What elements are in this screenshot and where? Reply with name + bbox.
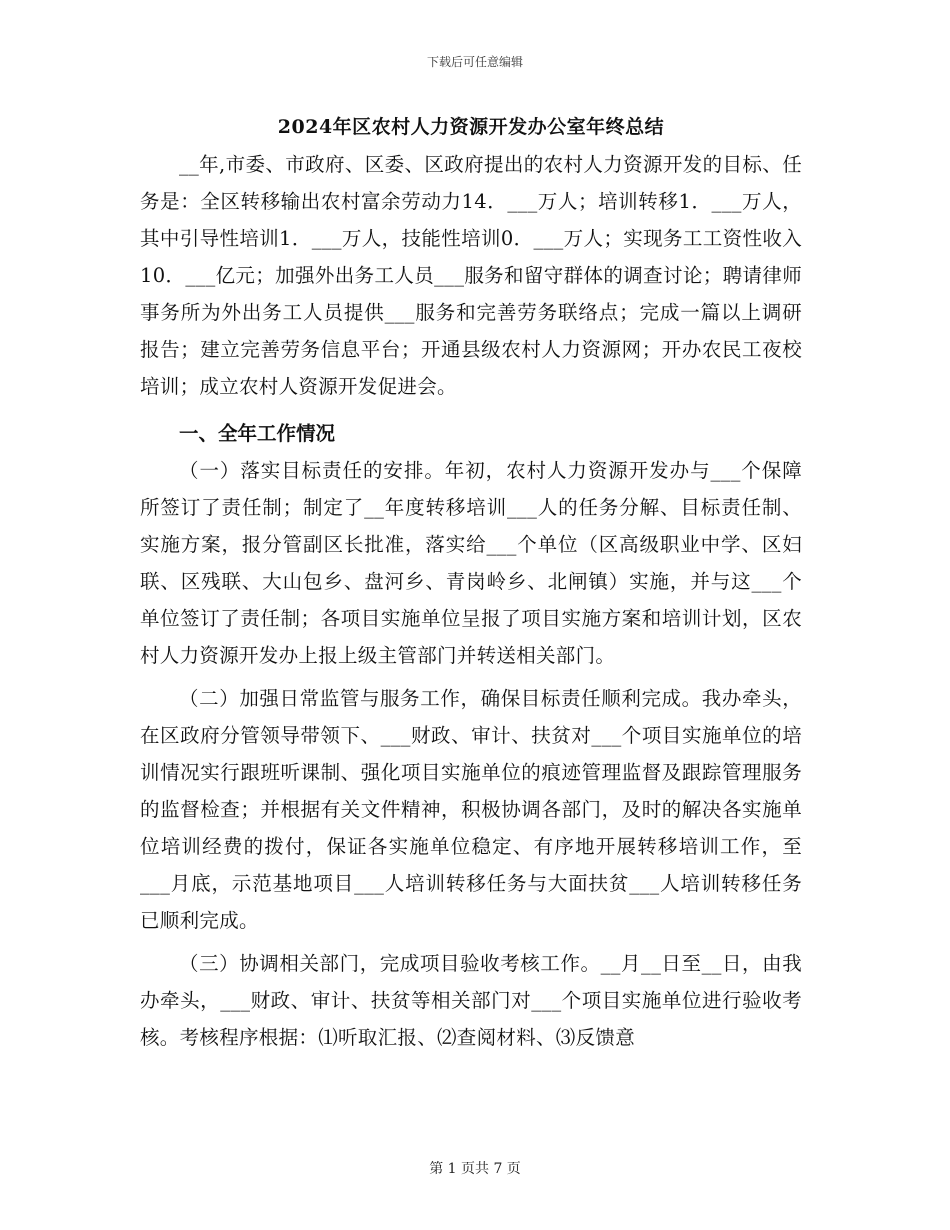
document-title: 2024年区农村人力资源开发办公室年终总结 — [277, 116, 665, 138]
page-footer: 第 1 页共 7 页 — [429, 1161, 521, 1177]
intro-paragraph: __年,市委、市政府、区委、区政府提出的农村人力资源开发的目标、任务是：全区转移输出农村富余劳动力14．___万人；培训转移1．___万人，其中引导性培训1．___万人，技能性培训0．___万人；实现务工工资性收入10．___亿元；加强外出务工人员___服务和留守群体的调查讨论；聘请律师事务所为外出务工人员提供___服务和完善劳务联络点；完成一篇以上调研报告；建立完善劳务信息平台；开通县级农村人力资源网；开办农民工夜校培训；成立农村人资源开发促进会。 — [140, 153, 802, 398]
document-body — [140, 112, 802, 1056]
paragraph-3: （三）协调相关部门，完成项目验收考核工作。__月__日至__日，由我办牵头，___财政、审计、扶贫等相关部门对___个项目实施单位进行验收考核。考核程序根据：⑴听取汇报、⑵查阅材料、⑶反馈意 — [140, 952, 802, 1049]
section-heading-1: 一、全年工作情况 — [179, 422, 336, 445]
paragraph-1: （一）落实目标责任的安排。年初，农村人力资源开发办与___个保障所签订了责任制；制定了__年度转移培训___人的任务分解、目标责任制、实施方案，报分管副区长批准，落实给___个单位（区高级职业中学、区妇联、区残联、大山包乡、盘河乡、青岗岭乡、北闸镇）实施，并与这___个单位签订了责任制；各项目实施单位呈报了项目实施方案和培训计划，区农村人力资源开发办上报上级主管部门并转送相关部门。 — [140, 459, 802, 667]
page-header: 下载后可任意编辑 — [426, 55, 523, 69]
paragraph-2: （二）加强日常监管与服务工作，确保目标责任顺利完成。我办牵头，在区政府分管领导带领下、___财政、审计、扶贫对___个项目实施单位的培训情况实行跟班听课制、强化项目实施单位的痕迹管理监督及跟踪管理服务的监督检查；并根据有关文件精神，积极协调各部门，及时的解决各实施单位培训经费的拨付，保证各实施单位稳定、有序地开展转移培训工作，至___月底，示范基地项目___人培训转移任务与大面扶贫___人培训转移任务已顺利完成。 — [140, 687, 802, 932]
